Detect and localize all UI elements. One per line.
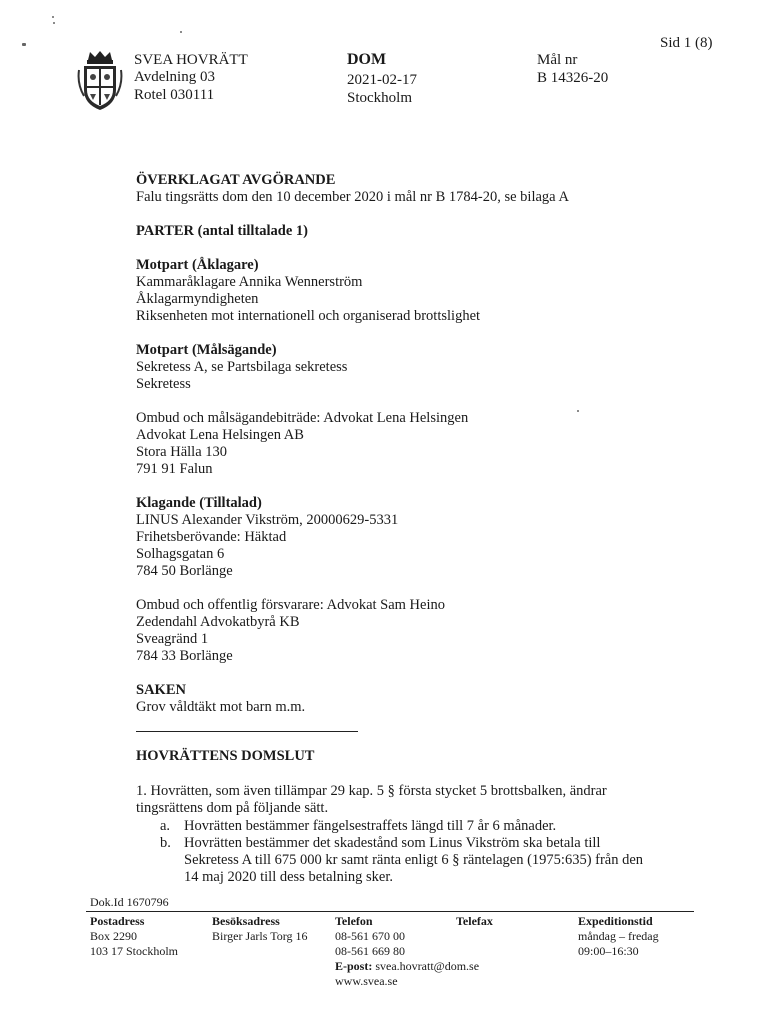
plaintiff-counsel-line: 791 91 Falun (136, 461, 213, 477)
scan-speck (52, 16, 54, 18)
case-number: B 14326-20 (537, 70, 609, 86)
matter-text: Grov våldtäkt mot barn m.m. (136, 699, 306, 715)
opening-hours-label: Expeditionstid (578, 914, 653, 928)
prosecutor-heading: Motpart (Åklagare) (136, 257, 259, 273)
plaintiff-line: Sekretess A, se Partsbilaga sekretess (136, 359, 348, 375)
defense-counsel-line: Sveagränd 1 (136, 631, 209, 647)
postal-address-line: 103 17 Stockholm (90, 944, 179, 958)
court-rotel: Rotel 030111 (134, 87, 215, 103)
appealed-text: Falu tingsrätts dom den 10 december 2020 i mål nr B 1784-20, se bilaga A (136, 189, 569, 205)
appellant-line: Solhagsgatan 6 (136, 546, 225, 562)
visiting-address-line: Birger Jarls Torg 16 (212, 929, 308, 943)
page-number: Sid 1 (8) (660, 35, 713, 51)
scan-speck (53, 22, 55, 24)
phone-line: 08-561 670 00 (335, 929, 405, 943)
footer-rule (86, 911, 694, 912)
document-id: Dok.Id 1670796 (90, 895, 169, 909)
scan-speck (577, 410, 579, 412)
opening-hours-line: måndag – fredag (578, 929, 659, 943)
section-divider (136, 731, 358, 732)
ruling-heading: HOVRÄTTENS DOMSLUT (136, 748, 315, 764)
case-number-label: Mål nr (537, 52, 578, 68)
ruling-item-b-cont: Sekretess A till 675 000 kr samt ränta enligt 6 § räntelagen (1975:635) från den (184, 852, 644, 868)
document-city: Stockholm (347, 90, 413, 106)
prosecutor-line: Riksenheten mot internationell och organiserad brottslighet (136, 308, 481, 324)
plaintiff-counsel-line: Ombud och målsägandebiträde: Advokat Lena Helsingen (136, 410, 469, 426)
phone-line: 08-561 669 80 (335, 944, 405, 958)
email-label: E-post: (335, 959, 373, 973)
email-address[interactable]: svea.hovratt@dom.se (375, 959, 480, 973)
scan-speck (22, 43, 26, 46)
prosecutor-line: Åklagarmyndigheten (136, 291, 259, 307)
ruling-item-a-marker: a. (160, 818, 171, 834)
fax-label: Telefax (456, 914, 493, 928)
ruling-point-1: 1. Hovrätten, som även tillämpar 29 kap. 5 § första stycket 5 brottsbalken, ändrar (136, 783, 607, 799)
plaintiff-counsel-line: Advokat Lena Helsingen AB (136, 427, 304, 443)
opening-hours-line: 09:00–16:30 (578, 944, 639, 958)
ruling-item-a: Hovrätten bestämmer fängelsestraffets längd till 7 år 6 månader. (184, 818, 557, 834)
court-division: Avdelning 03 (134, 69, 215, 85)
court-name: SVEA HOVRÄTT (134, 52, 248, 68)
prosecutor-line: Kammaråklagare Annika Wennerström (136, 274, 363, 290)
scan-speck (180, 31, 182, 33)
plaintiff-counsel-line: Stora Hälla 130 (136, 444, 228, 460)
visiting-address-label: Besöksadress (212, 914, 280, 928)
plaintiff-heading: Motpart (Målsägande) (136, 342, 277, 358)
appellant-line: 784 50 Borlänge (136, 563, 233, 579)
coat-of-arms-emblem (76, 50, 124, 112)
email-line (335, 959, 479, 974)
document-type: DOM (347, 51, 387, 68)
plaintiff-line: Sekretess (136, 376, 191, 392)
matter-heading: SAKEN (136, 682, 186, 698)
ruling-item-b-cont: 14 maj 2020 till dess betalning sker. (184, 869, 394, 885)
defense-counsel-line: Ombud och offentlig försvarare: Advokat Sam Heino (136, 597, 445, 613)
ruling-point-1-cont: tingsrättens dom på följande sätt. (136, 800, 329, 816)
appellant-line: LINUS Alexander Vikström, 20000629-5331 (136, 512, 399, 528)
appellant-line: Frihetsberövande: Häktad (136, 529, 287, 545)
document-date: 2021-02-17 (347, 72, 417, 88)
defense-counsel-line: 784 33 Borlänge (136, 648, 233, 664)
phone-label: Telefon (335, 914, 373, 928)
parties-heading: PARTER (antal tilltalade 1) (136, 223, 309, 239)
postal-address-line: Box 2290 (90, 929, 138, 943)
appealed-heading: ÖVERKLAGAT AVGÖRANDE (136, 172, 336, 188)
ruling-item-b: Hovrätten bestämmer det skadestånd som Linus Vikström ska betala till (184, 835, 601, 851)
website[interactable]: www.svea.se (335, 974, 398, 988)
defense-counsel-line: Zedendahl Advokatbyrå KB (136, 614, 300, 630)
appellant-heading: Klagande (Tilltalad) (136, 495, 262, 511)
postal-address-label: Postadress (90, 914, 145, 928)
ruling-item-b-marker: b. (160, 835, 171, 851)
